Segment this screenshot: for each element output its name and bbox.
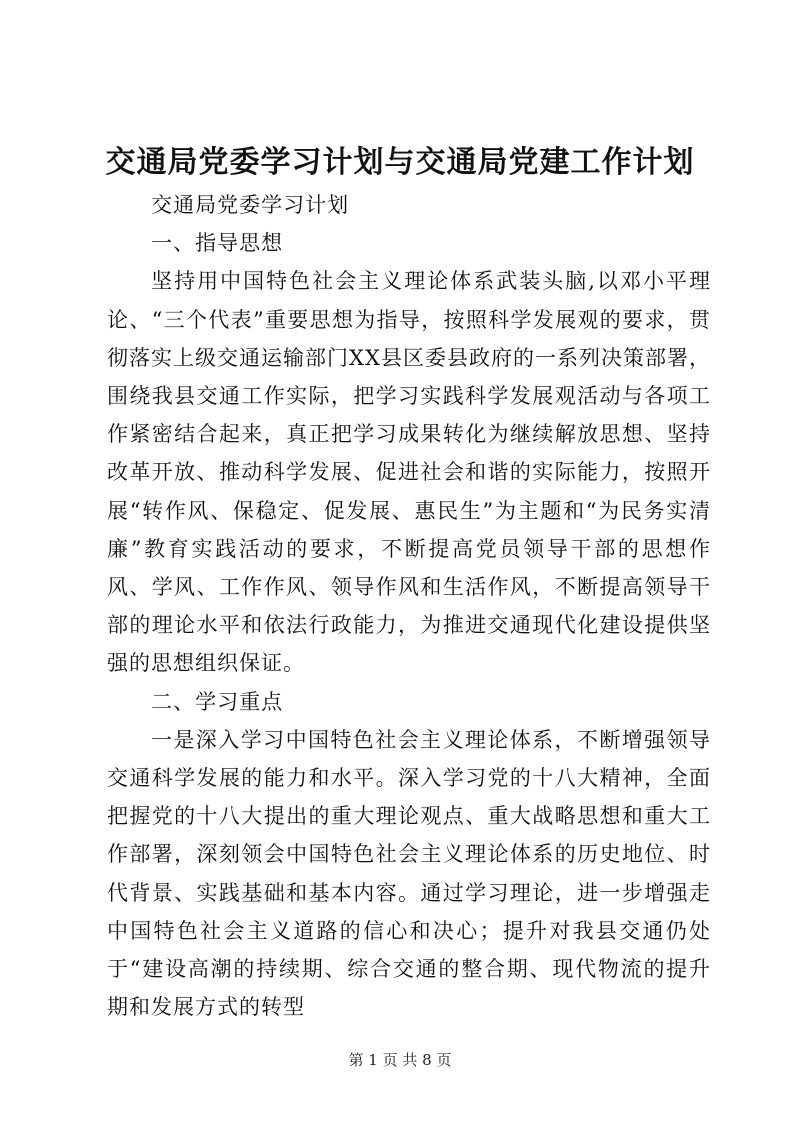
subtitle-paragraph: 交通局党委学习计划 bbox=[151, 193, 350, 217]
body-paragraph: 一是深入学习中国特色社会主义理论体系，不断增强领导交通科学发展的能力和水平。深入学习党的十八大精神，全面把握党的十八大提出的重大理论观点、重大战略思想和重大工作部署，深刻领会中国特色社会主义理论体系的历史地位、时代背景、实践基础和基本内容。通过学习理论，进一步增强走中国特色社会主义道路的信心和决心；提升对我县交通仍处于“建设高潮的持续期、综合交通的整合期、现代物流的提升期和发展方式的转型 bbox=[107, 727, 711, 1020]
body-paragraph: 坚持用中国特色社会主义理论体系武装头脑,以邓小平理论、“三个代表”重要思想为指导，按照科学发展观的要求，贯彻落实上级交通运输部门XX县区委县政府的一系列决策部署，围绕我县交通工作实际，把学习实践科学发展观活动与各项工作紧密结合起来，真正把学习成果转化为继续解放思想、坚持改革开放、推动科学发展、促进社会和谐的实际能力，按照开展“转作风、保稳定、促发展、惠民生”为主题和“为民务实清廉”教育实践活动的要求，不断提高党员领导干部的思想作风、学风、工作作风、领导作风和生活作风，不断提高领导干部的理论水平和依法行政能力，为推进交通现代化建设提供坚强的思想组织保证。 bbox=[107, 269, 711, 676]
document-title: 交通局党委学习计划与交通局党建工作计划 bbox=[105, 145, 695, 180]
document-body bbox=[107, 186, 711, 1026]
section-heading-guiding-thought: 一、指导思想 bbox=[151, 231, 284, 256]
page-number-footer: 第 1 页 共 8 页 bbox=[348, 1051, 452, 1069]
section-heading-study-focus: 二、学习重点 bbox=[151, 689, 284, 714]
